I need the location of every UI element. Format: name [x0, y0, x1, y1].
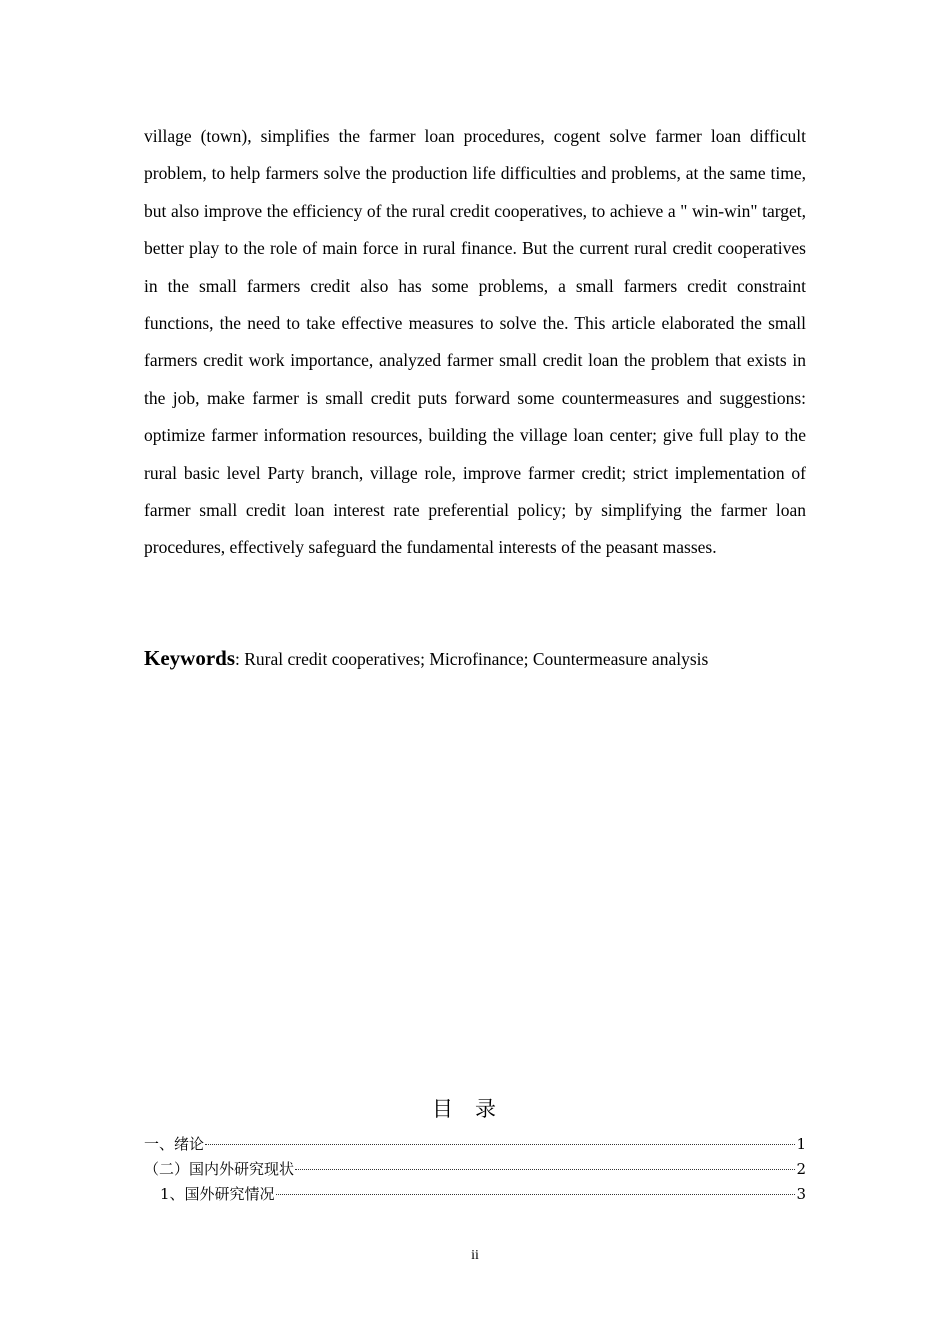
keywords-label: Keywords	[144, 646, 235, 670]
toc-leader-dots	[295, 1169, 795, 1170]
toc-entry-page: 2	[796, 1160, 806, 1178]
toc-entry[interactable]	[144, 1133, 806, 1158]
page-number: ii	[471, 1248, 479, 1263]
toc-leader-dots	[205, 1144, 795, 1145]
toc-leader-dots	[276, 1194, 796, 1195]
toc-entry[interactable]	[144, 1183, 806, 1208]
keywords-value: Rural credit cooperatives; Microfinance; Countermeasure analysis	[244, 649, 709, 669]
toc-title: 目录	[432, 1097, 518, 1121]
toc-entry-page: 1	[796, 1135, 806, 1153]
keywords-separator: :	[235, 649, 240, 669]
table-of-contents	[144, 1133, 806, 1208]
keywords-line	[144, 644, 824, 673]
toc-entry-page: 3	[796, 1185, 806, 1203]
abstract-paragraph: village (town), simplifies the farmer loan procedures, cogent solve farmer loan difficult problem, to help farmers solve the production life difficulties and problems, at the same time, but also improve the efficiency of the rural credit cooperatives, to achieve a " win-win" target, better play to the role of main force in rural finance. But the current rural credit cooperatives in the small farmers credit also has some problems, a small farmers credit constraint functions, the need to take effective measures to solve the. This article elaborated the small farmers credit work importance, analyzed farmer small credit loan the problem that exists in the job, make farmer is small credit puts forward some countermeasures and suggestions: optimize farmer information resources, building the village loan center; give full play to the rural basic level Party branch, village role, improve farmer credit; strict implementation of farmer small credit loan interest rate preferential policy; by simplifying the farmer loan procedures, effectively safeguard the fundamental interests of the peasant masses.	[144, 126, 806, 558]
toc-entry[interactable]	[144, 1158, 806, 1183]
toc-entry-text: 一、绪论	[144, 1135, 205, 1153]
toc-entry-text: （二）国内外研究现状	[144, 1160, 295, 1178]
toc-entry-text: 1、国外研究情况	[160, 1185, 275, 1203]
